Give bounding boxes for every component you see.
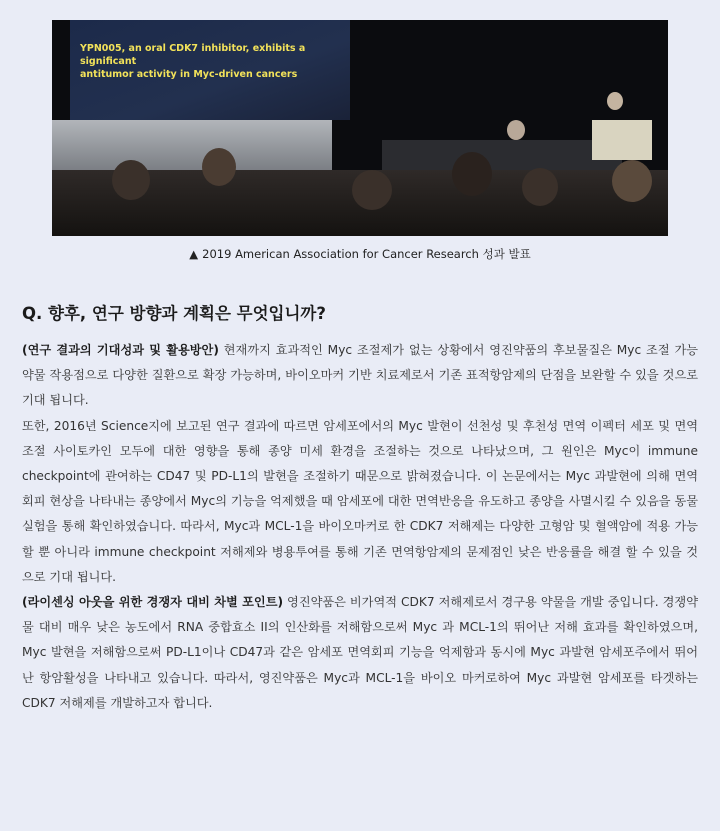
paragraph (22, 590, 698, 716)
photo-caption (0, 246, 720, 262)
speaker-head (507, 120, 525, 140)
slide-title-line1: YPN005, an oral CDK7 inhibitor, exhibits a significant (80, 43, 306, 67)
presenter-head (607, 92, 623, 110)
audience-head (112, 160, 150, 200)
podium (592, 120, 652, 160)
paragraph (22, 414, 698, 590)
audience-head (452, 152, 492, 196)
triangle-up-icon: ▲ (189, 247, 199, 261)
paragraph-lead: (연구 결과의 기대성과 및 활용방안) (22, 343, 219, 357)
slide-title-line2: antitumor activity in Myc-driven cancers (80, 69, 298, 80)
answer-body (22, 338, 698, 716)
question-heading: Q. 향후, 연구 방향과 계획은 무엇입니까? (22, 304, 326, 323)
paragraph (22, 338, 698, 414)
audience-head (352, 170, 392, 210)
screen-glow (52, 120, 332, 170)
audience-head (522, 168, 558, 206)
audience-head (202, 148, 236, 186)
conference-photo (52, 20, 668, 236)
caption-text: 2019 American Association for Cancer Research 성과 발표 (202, 247, 531, 261)
paragraph-text: 현재까지 효과적인 Myc 조절제가 없는 상황에서 영진약품의 후보물질은 Myc 조절 가능 약물 작용점으로 다양한 질환으로 확장 가능하며, 바이오마커 기반 치료제로서 기존 표적항암제의 단점을 보완할 수 있을 것으로 기대 됩니다. (22, 343, 699, 408)
audience-head (612, 160, 652, 202)
paragraph-text: 영진약품은 비가역적 CDK7 저해제로서 경구용 약물을 개발 중입니다. 경쟁약물 대비 매우 낮은 농도에서 RNA 중합효소 II의 인산화를 저해함으로써 Myc 과 MCL-1의 뛰어난 저해 효과를 확인하였으며, Myc 발현을 저해함으로써 PD-L1이나 CD47과 같은 암세포 면역회피 기능을 억제함과 동시에 Myc 과발현 암세포주에서 뛰어난 항암활성을 나타내고 있습니다. 따라서, 영진약품은 Myc과 MCL-1을 바이오 마커로하여 Myc 과발현 암세포를 타겟하는 CDK7 저해제를 개발하고자 합니다. (22, 595, 698, 710)
paragraph-lead: (라이센싱 아웃을 위한 경쟁자 대비 차별 포인트) (22, 595, 284, 610)
paragraph-text: 또한, 2016년 Science지에 보고된 연구 결과에 따르면 암세포에서의 Myc 발현이 선천성 및 후천성 면역 이펙터 세포 및 면역 조절 사이토카인 모두에 대한 영향을 통해 종양 미세 환경을 조절하는 것으로 나타났으며, 그 원인은 Myc이 immune checkpoint에 관여하는 CD47 및 PD-L1의 발현을 조절하기 때문으로 밝혀졌습니다. 이 논문에서는 Myc 과발현에 의해 면역 회피 현상을 나타내는 종양에서 Myc의 기능을 억제했을 때 암세포에 대한 면역반응을 유도하고 종양을 사멸시킬 수 있음을 동물 실험을 통해 확인하였습니다. 따라서, Myc과 MCL-1을 바이오마커로 한 CDK7 저해제는 다양한 고형암 및 혈액암에 적용 가능할 뿐 아니라 immune checkpoint 저해제와 병용투여를 통해 기존 면역항암제의 문제점인 낮은 반응률을 해결 할 수 있을 것으로 기대 됩니다. (22, 418, 698, 584)
slide-title (80, 42, 320, 81)
